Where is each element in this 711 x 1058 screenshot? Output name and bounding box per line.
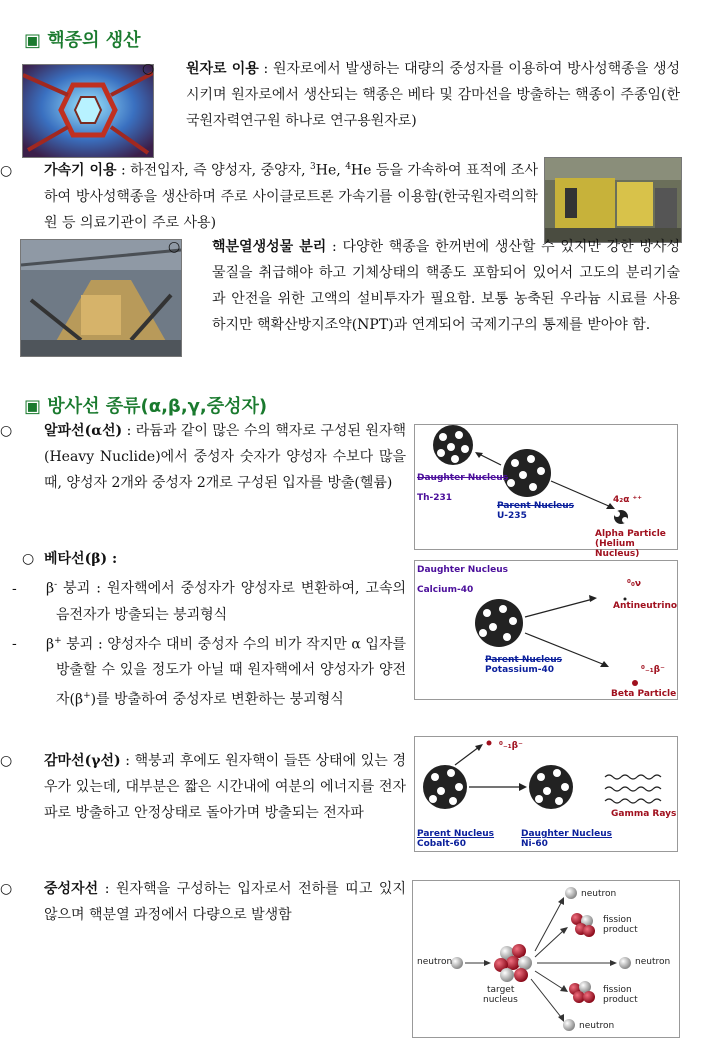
fission-target-label-2: nucleus [483, 995, 518, 1005]
gamma-daughter-name: Ni-60 [521, 839, 548, 849]
bullet-icon: ○ [0, 881, 13, 897]
gamma-item: ○ 감마선(γ선) : 핵붕괴 후에도 원자핵이 들뜬 상태에 있는 경우가 있는데, 대부분은 짧은 시간내에 여분의 에너지를 전자파로 방출하고 안정상태로 돌아가며 방출되는 전자파 [22, 748, 406, 826]
neutron-item: ○ 중성자선 : 원자핵을 구성하는 입자로서 전하를 띠고 있지 않으며 핵분열 과정에서 다량으로 발생함 [22, 876, 406, 928]
gamma-rays-icon [605, 775, 661, 803]
bullet-icon: ○ [142, 61, 155, 77]
heading-marker: ▣ [24, 30, 42, 51]
beta-parent-name: Potassium-40 [485, 665, 554, 675]
beta-daughter-name: Calcium-40 [417, 585, 474, 595]
parent-nucleus-icon [503, 449, 551, 497]
beta-minus-sup: - [54, 580, 58, 590]
antineutrino-label: Antineutrino [613, 601, 678, 611]
gamma-parent-label: Parent Nucleus [417, 829, 495, 839]
gamma-parent-name: Cobalt-60 [417, 839, 466, 849]
alpha-label: 알파선(α선) [44, 423, 123, 439]
fission-plant-photo [20, 239, 182, 357]
beta-symbol: ⁰₋₁β⁻ [641, 665, 665, 675]
beta-minus-text: 원자핵에서 중성자가 양성자로 변환하여, 고속의 음전자가 방출되는 붕괴형식 [56, 580, 407, 623]
accelerator-text-b: He 등을 가속하여 표적에 조사하여 방사성핵종을 생산하며 주로 사이클로트론 가속기를 이용함(한국원자력의학원 등 의료기관이 주로 사용) [44, 162, 538, 231]
accelerator-item: ○ 가속기 이용 : 하전입자, 즉 양성자, 중양자, $^3$He, $^4$He 등을 가속하여 표적에 조사하여 방사성핵종을 생산하며 주로 사이클로트론 가속기를 이용함(한국원자력의학원 등 의료기관이 주로 사용) [22, 154, 538, 236]
daughter-nucleus-icon [433, 425, 473, 465]
beta-plus-sup: + [54, 635, 62, 646]
section-heading-radiation [24, 392, 267, 418]
fission-text: 다양한 핵종을 한꺼번에 생산할 수 있지만 강한 방사성물질을 취급해야 하고 기체상태의 핵종도 포함되어 있어서 고도의 분리기술과 안전을 위한 고액의 설비투자가 필요함. 보통 농축된 우라늄 시료를 사용하지만 핵확산방지조약(NPT)과 연계되어 국제기구의 통제를 받아야 함. [212, 239, 680, 333]
beta-decay-diagram [414, 560, 678, 700]
beta-plus-text-a: 양성자수 대비 중성자 수의 비가 작지만 α 입자를 방출할 수 있을 정도가 아닐 때 원자핵에서 양성자가 양전자(β [56, 636, 407, 708]
target-nucleus-icon [494, 944, 532, 982]
fission-diagram [412, 880, 680, 1038]
gamma-text: 핵붕괴 후에도 원자핵이 들뜬 상태에 있는 경우가 있는데, 대부분은 짧은 시간내에 여분의 에너지를 전자파로 방출하고 안정상태로 돌아가며 방출되는 전자파 [44, 753, 406, 821]
neutron-right-icon [619, 957, 631, 969]
gamma-rays-label: Gamma Rays [611, 809, 677, 819]
reactor-text: 원자로에서 발생하는 대량의 중성자를 이용하여 방사성핵종을 생성시키며 원자로에서 생산되는 핵종은 베타 및 감마선을 방출하는 핵종이 주종임(한국원자력연구원 하나로 연구용원자로) [186, 61, 681, 129]
gamma-decay-diagram [414, 736, 678, 852]
fission-label: 핵분열생성물 분리 [212, 239, 327, 255]
he4-sup: 4 [345, 162, 351, 172]
fission-product-top-label: fission [603, 915, 632, 925]
beta-particle-icon [632, 680, 638, 686]
fission-product-bottom-label-2: product [603, 995, 638, 1005]
accelerator-label: 가속기 이용 [44, 162, 117, 179]
fission-target-label: target [487, 985, 515, 995]
alpha-symbol: 4₂α ⁺⁺ [613, 495, 643, 505]
beta-label: 베타선(β) : [44, 551, 118, 567]
beta-daughter-label: Daughter Nucleus [417, 565, 509, 575]
neutron-top-icon [565, 887, 577, 899]
antineutrino-symbol: ⁰₀ν [627, 579, 642, 589]
alpha-particle-sub: (Helium Nucleus) [595, 539, 640, 559]
heading-title: 핵종의 생산 [47, 30, 141, 51]
potassium-nucleus-icon [475, 599, 523, 647]
bullet-icon: ○ [22, 551, 35, 567]
fission-product-top-label-2: product [603, 925, 638, 935]
bullet-icon: ○ [0, 753, 13, 769]
fission-neutron-bottom-label: neutron [579, 1021, 615, 1031]
beta-minus-symbol: β [46, 580, 55, 597]
alpha-particle-label: Alpha Particle [595, 529, 666, 539]
alpha-parent-name: U-235 [497, 511, 527, 521]
fission-product-bottom-icon [569, 981, 595, 1003]
beta-parent-label: Parent Nucleus [485, 655, 563, 665]
alpha-text: 라듐과 같이 많은 수의 핵자로 구성된 원자핵(Heavy Nuclide)에서 중성자 숫자가 양성자 수보다 많을 때, 양성자 2개와 중성자 2개로 구성된 입자를 방출(헬륨) [44, 423, 406, 491]
reactor-label: 원자로 이용 [186, 61, 259, 77]
alpha-daughter-name: Th-231 [417, 493, 453, 503]
reactor-photo [22, 64, 154, 158]
alpha-decay-diagram [414, 424, 678, 559]
bullet-icon: ○ [168, 239, 181, 255]
neutron-label: 중성자선 [44, 881, 99, 897]
alpha-particle-icon [614, 510, 628, 524]
gamma-daughter-label: Daughter Nucleus [521, 829, 613, 839]
fission-neutron-in-label: neutron [417, 957, 453, 967]
neutron-text: 원자핵을 구성하는 입자로서 전하를 띠고 있지 않으며 핵분열 과정에서 다량으로 발생함 [44, 881, 406, 923]
gamma-beta-symbol: ⁰₋₁β⁻ [499, 741, 523, 751]
gamma-beta-particle-icon [487, 741, 492, 746]
he3-text: He, [315, 162, 346, 179]
beta-plus-text-sup: + [83, 691, 91, 702]
bullet-icon: ○ [0, 162, 13, 179]
neutron-bottom-icon [563, 1019, 575, 1031]
accelerator-text-a: 하전입자, 즉 양성자, 중양자, [130, 162, 311, 179]
heading-title: 방사선 종류(α,β,γ,중성자) [47, 396, 268, 417]
fission-neutron-top-label: neutron [581, 889, 617, 899]
cyclotron-photo [544, 157, 682, 243]
alpha-item: ○ 알파선(α선) : 라듐과 같이 많은 수의 핵자로 구성된 원자핵(Heavy Nuclide)에서 중성자 숫자가 양성자 수보다 많을 때, 양성자 2개와 중성자 2개로 구성된 입자를 방출(헬륨) [22, 418, 406, 496]
section-heading-production [24, 26, 141, 52]
bullet-icon: ○ [0, 423, 13, 439]
beta-particle-label: Beta Particle [611, 689, 677, 699]
fission-product-bottom-label: fission [603, 985, 632, 995]
nickel-nucleus-icon [529, 765, 573, 809]
beta-plus-label: 붕괴 [66, 636, 94, 653]
fission-product-top-icon [571, 913, 595, 937]
cobalt-nucleus-icon [423, 765, 467, 809]
he3-sup: 3 [310, 162, 316, 172]
incoming-neutron-icon [451, 957, 463, 969]
beta-minus-label: 붕괴 [63, 580, 91, 597]
alpha-daughter-label: Daughter Nucleus [417, 473, 509, 483]
beta-plus-symbol: β [46, 636, 55, 653]
reactor-item: ○ 원자로 이용 : 원자로에서 발생하는 대량의 중성자를 이용하여 방사성핵종을 생성시키며 원자로에서 생산되는 핵종은 베타 및 감마선을 방출하는 핵종이 주종임(한국원자력연구원 하나로 연구용원자로) [164, 56, 680, 134]
fission-neutron-right-label: neutron [635, 957, 671, 967]
gamma-label: 감마선(γ선) [44, 753, 121, 769]
heading-marker: ▣ [24, 396, 42, 417]
fission-item: ○ 핵분열생성물 분리 : 다양한 핵종을 한꺼번에 생산할 수 있지만 강한 방사성물질을 취급해야 하고 기체상태의 핵종도 포함되어 있어서 고도의 분리기술과 안전을 위한 고액의 설비투자가 필요함. 보통 농축된 우라늄 시료를 사용하지만 핵확산방지조약(NPT)과 연계되어 국제기구의 통제를 받아야 함. [190, 234, 680, 338]
beta-plus-text-b: )를 방출하여 중성자로 변환하는 붕괴형식 [90, 691, 344, 708]
beta-item: ○ 베타선(β) : - β- 붕괴 : 원자핵에서 중성자가 양성자로 변환하여, 고속의 음전자가 방출되는 붕괴형식 - β+ 붕괴 : 양성자수 대비 중성자 수의 비가 작지만 α 입자를 방출할 수 있을 정도가 아닐 때 원자핵에서 양성자가 양전자(β+)를 방출하여 중성자로 변환하는 붕괴형식 [22, 546, 406, 713]
alpha-parent-label: Parent Nucleus [497, 501, 575, 511]
